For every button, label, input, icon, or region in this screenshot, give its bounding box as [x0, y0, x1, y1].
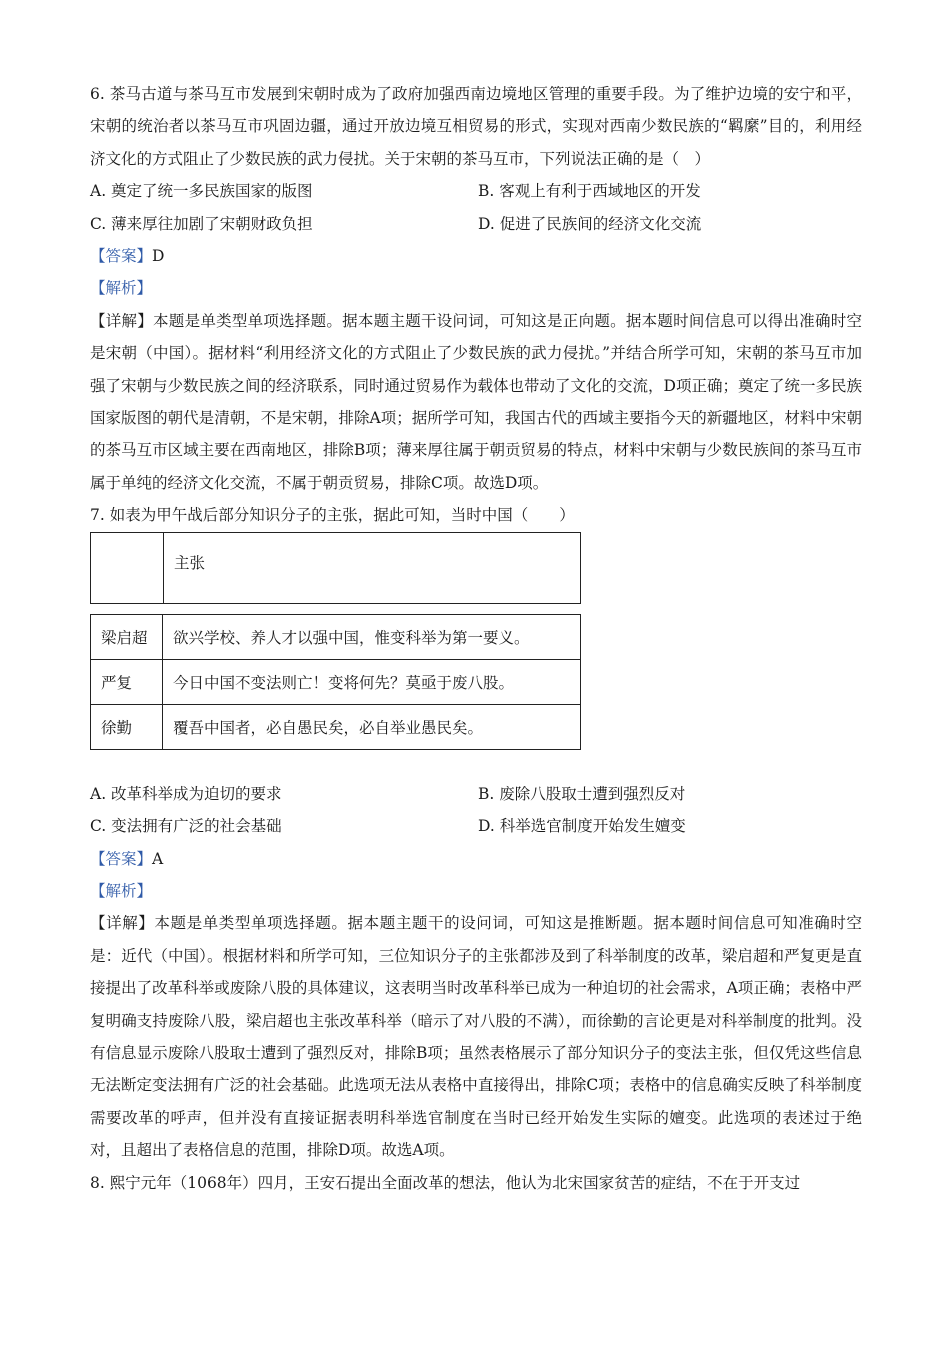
q6-detail-label: 【详解】 — [90, 311, 154, 330]
q7-option-d: D. 科举选官制度开始发生嬗变 — [478, 817, 686, 836]
q7-table — [90, 532, 862, 778]
q6-option-a: A. 奠定了统一多民族国家的版图 — [90, 182, 313, 201]
document-page — [90, 78, 862, 1199]
q7-table-header-empty — [91, 532, 164, 603]
q7-table-header-label: 主张 — [164, 532, 581, 603]
q7-row-name: 徐勤 — [91, 704, 163, 749]
q6-answer-label: 【答案】 — [90, 247, 153, 266]
q7-detail — [90, 907, 862, 1166]
q7-row-claim: 今日中国不变法则亡！变将何先？莫亟于废八股。 — [163, 659, 581, 704]
q7-options-row-2 — [90, 810, 862, 842]
q7-answer-label: 【答案】 — [90, 849, 153, 868]
table-row — [91, 614, 581, 659]
q7-analysis-label: 【解析】 — [90, 881, 153, 900]
q7-answer — [90, 843, 862, 875]
q7-row-name: 严复 — [91, 659, 163, 704]
q6-stem: 6. 茶马古道与茶马互市发展到宋朝时成为了政府加强西南边境地区管理的重要手段。为了维护边境的安宁和平，宋朝的统治者以茶马互市巩固边疆，通过开放边境互相贸易的形式，实现对西南少数民族的“羁縻”目的，利用经济文化的方式阻止了少数民族的武力侵扰。关于宋朝的茶马互市，下列说法正确的是（ ） — [90, 85, 862, 168]
q7-row-claim: 欲兴学校、养人才以强中国，惟变科举为第一要义。 — [163, 614, 581, 659]
q7-stem: 7. 如表为甲午战后部分知识分子的主张，据此可知，当时中国（ ） — [90, 506, 575, 525]
q6-option-d: D. 促进了民族间的经济文化交流 — [478, 214, 702, 233]
q7-table-header — [90, 532, 581, 604]
q6-options-row-2 — [90, 208, 862, 240]
table-row — [91, 704, 581, 749]
q7-options-row-1 — [90, 778, 862, 810]
q7-table-body — [90, 614, 581, 750]
q7-detail-text: 本题是单类型单项选择题。据本题主题干的设问词，可知这是推断题。据本题时间信息可知准确时空是：近代（中国）。根据材料和所学可知，三位知识分子的主张都涉及到了科举制度的改革，梁启超和严复更是直接提出了改革科举或废除八股的具体建议，这表明当时改革科举已成为一种迫切的社会需求，A项正确；表格中严复明确支持废除八股，梁启超也主张改革科举（暗示了对八股的不满），而徐勤的言论更是对科举制度的批判。没有信息显示废除八股取士遭到了强烈反对，排除B项；虽然表格展示了部分知识分子的变法主张，但仅凭这些信息无法断定变法拥有广泛的社会基础。此选项无法从表格中直接得出，排除C项；表格中的信息确实反映了科举制度需要改革的呼声，但并没有直接证据表明科举选官制度在当时已经开始发生实际的嬗变。此选项的表述过于绝对，且超出了表格信息的范围，排除D项。故选A项。 — [90, 914, 862, 1160]
q8-stem: 8. 熙宁元年（1068年）四月，王安石提出全面改革的想法，他认为北宋国家贫苦的症结，不在于开支过 — [90, 1173, 801, 1192]
q6-answer — [90, 240, 862, 272]
q6-analysis-label: 【解析】 — [90, 279, 153, 298]
q7-option-a: A. 改革科举成为迫切的要求 — [90, 784, 282, 803]
q6-option-b: B. 客观上有利于西域地区的开发 — [478, 182, 701, 201]
q6-options-row-1 — [90, 175, 862, 207]
q7-detail-label: 【详解】 — [90, 914, 155, 933]
table-row — [91, 659, 581, 704]
q7-answer-value: A — [152, 849, 164, 868]
q7-option-c: C. 变法拥有广泛的社会基础 — [90, 817, 282, 836]
q7-row-claim: 覆吾中国者，必自愚民矣，必自举业愚民矣。 — [163, 704, 581, 749]
q6-detail-text: 本题是单类型单项选择题。据本题主题干设问词，可知这是正向题。据本题时间信息可以得出准确时空是宋朝（中国）。据材料“利用经济文化的方式阻止了少数民族的武力侵扰。”并结合所学可知，宋朝的茶马互市加强了宋朝与少数民族之间的经济联系，同时通过贸易作为载体也带动了文化的交流，D项正确；奠定了统一多民族国家版图的朝代是清朝，不是宋朝，排除A项；据所学可知，我国古代的西域主要指今天的新疆地区，材料中宋朝的茶马互市区域主要在西南地区，排除B项；薄来厚往属于朝贡贸易的特点，材料中宋朝与少数民族间的茶马互市属于单纯的经济文化交流，不属于朝贡贸易，排除C项。故选D项。 — [90, 311, 862, 492]
q6-option-c: C. 薄来厚往加剧了宋朝财政负担 — [90, 214, 313, 233]
q7-option-b: B. 废除八股取士遭到强烈反对 — [478, 784, 686, 803]
q6-detail — [90, 305, 862, 499]
q7-row-name: 梁启超 — [91, 614, 163, 659]
q6-answer-value: D — [152, 247, 165, 266]
